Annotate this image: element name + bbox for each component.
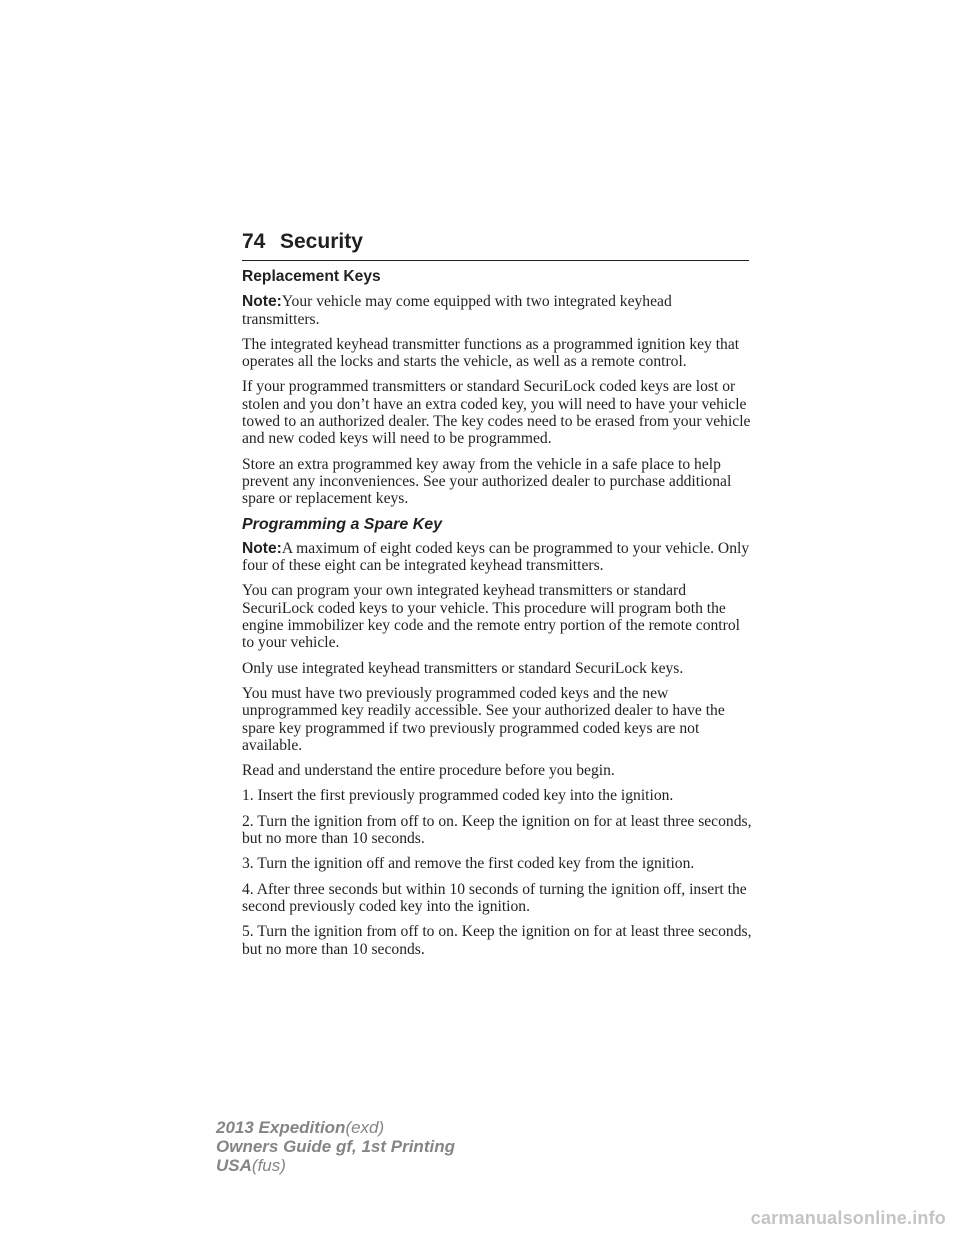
step-item: 5. Turn the ignition from off to on. Keep the ignition on for at least three seconds, but no more than 10 seconds. — [242, 923, 752, 958]
page-number: 74 — [242, 230, 266, 253]
section-title: Security — [280, 230, 363, 253]
footer-model: 2013 Expedition — [216, 1118, 346, 1137]
body-paragraph: You can program your own integrated keyhead transmitters or standard SecuriLock coded keys to your vehicle. This procedure will program both the engine immobilizer key code and the remote entry portion of the remote control to your vehicle. — [242, 582, 740, 652]
print-footer — [216, 1118, 455, 1175]
page-content — [242, 268, 752, 966]
step-item: 2. Turn the ignition from off to on. Keep the ignition on for at least three seconds, but no more than 10 seconds. — [242, 812, 752, 848]
body-paragraph: If your programmed transmitters or standard SecuriLock coded keys are lost or stolen and you don’t have an extra coded key, you will need to have your vehicle towed to an authorized dealer. The key codes need to be erased from your vehicle and new coded keys will need to be programmed. — [242, 378, 751, 448]
body-paragraph: The integrated keyhead transmitter functions as a programmed ignition key that operates all the locks and starts the vehicle, as well as a remote control. — [242, 335, 740, 371]
body-paragraph: Store an extra programmed key away from the vehicle in a safe place to help prevent any inconveniences. See your authorized dealer to purchase additional spare or replacement keys. — [242, 455, 732, 508]
watermark: carmanualsonline.info — [750, 1208, 946, 1228]
footer-model-code: (exd) — [345, 1118, 385, 1137]
body-paragraph: Only use integrated keyhead transmitters or standard SecuriLock keys. — [242, 659, 684, 677]
note-label: Note: — [242, 539, 282, 557]
step-item: 1. Insert the first previously programmed coded key into the ignition. — [242, 787, 674, 805]
note-text: Your vehicle may come equipped with two integrated keyhead transmitters. — [242, 293, 672, 328]
note-text: A maximum of eight coded keys can be programmed to your vehicle. Only four of these eight can be integrated keyhead transmitters. — [242, 539, 750, 575]
footer-line-market — [216, 1156, 455, 1175]
page-header — [242, 228, 749, 261]
body-paragraph: Read and understand the entire procedure before you begin. — [242, 762, 615, 780]
step-item: 3. Turn the ignition off and remove the first coded key from the ignition. — [242, 855, 695, 873]
step-item: 4. After three seconds but within 10 seconds of turning the ignition off, insert the second previously coded key into the ignition. — [242, 880, 747, 915]
note-paragraph — [242, 293, 752, 328]
footer-market-code: (fus) — [251, 1156, 286, 1175]
note-label: Note: — [242, 293, 282, 311]
body-paragraph: You must have two previously programmed coded keys and the new unprogrammed key readily accessible. See your authorized dealer to have the spare key programmed if two previously programmed coded keys are not available. — [242, 684, 725, 754]
programming-spare-key-heading: Programming a Spare Key — [242, 515, 443, 533]
footer-line-model — [216, 1118, 455, 1137]
note-paragraph — [242, 540, 752, 575]
replacement-keys-heading: Replacement Keys — [242, 268, 381, 285]
footer-market: USA — [216, 1156, 252, 1175]
footer-line-guide: Owners Guide gf, 1st Printing — [216, 1137, 455, 1156]
